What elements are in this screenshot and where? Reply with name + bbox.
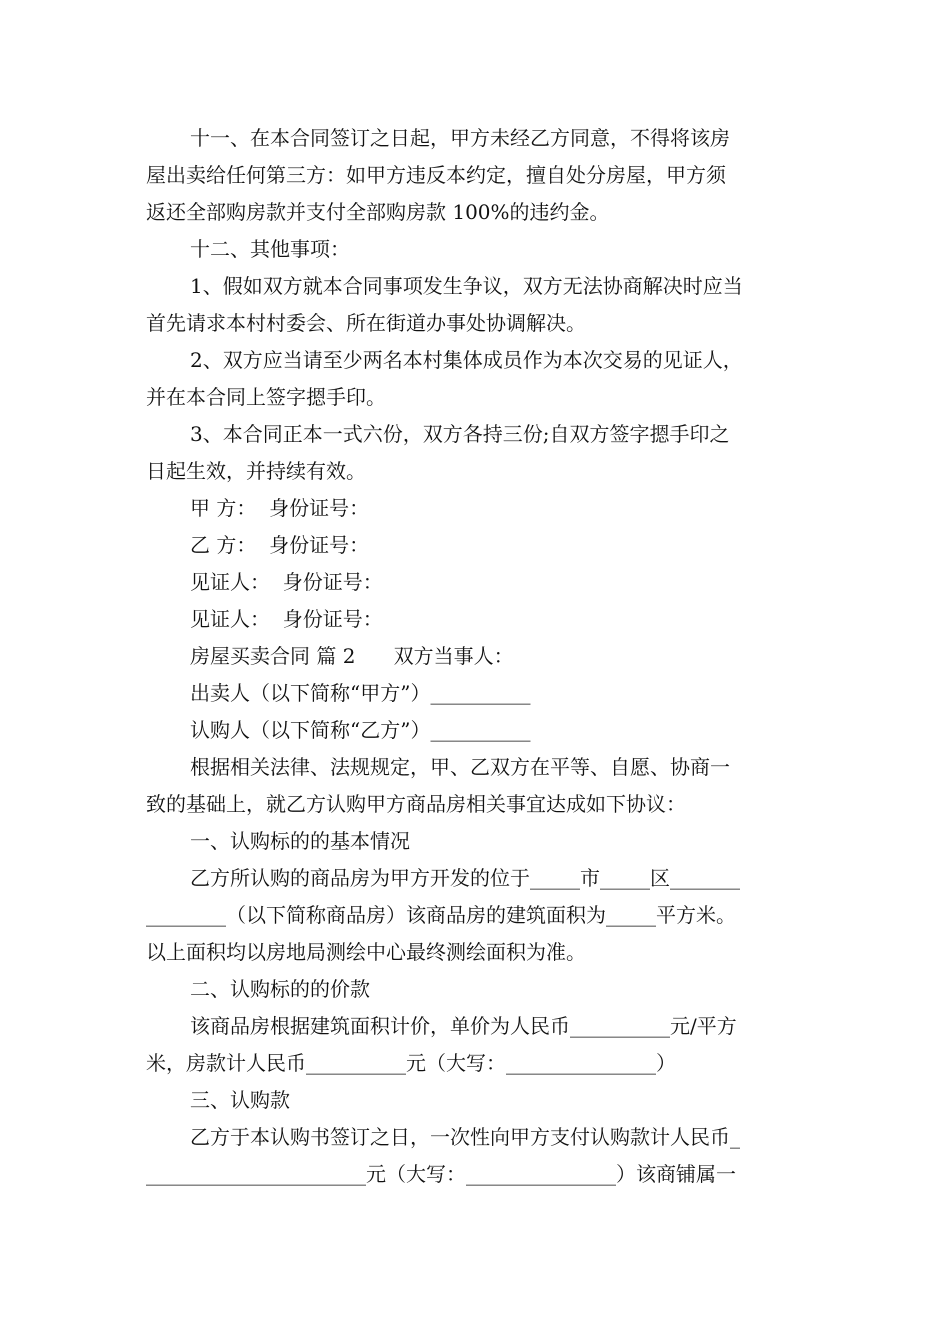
text-line: 2、双方应当请至少两名本村集体成员作为本次交易的见证人，	[190, 348, 743, 372]
text-line: 以上面积均以房地局测绘中心最终测绘面积为准。	[146, 940, 586, 964]
text-line: 十二、其他事项：	[190, 237, 350, 261]
text-line: 三、认购款	[190, 1088, 290, 1112]
text-line: 并在本合同上签字摁手印。	[146, 385, 386, 409]
text-line: 屋出卖给任何第三方：如甲方违反本约定，擅自处分房屋，甲方须	[146, 163, 726, 187]
text-line: 首先请求本村村委会、所在街道办事处协调解决。	[146, 311, 586, 335]
text-line: 认购人（以下简称“乙方”）__________	[190, 718, 531, 742]
text-line: 3、本合同正本一式六份，双方各持三份;自双方签字摁手印之	[190, 422, 730, 446]
text-line: 乙方于本认购书签订之日，一次性向甲方支付认购款计人民币_	[190, 1125, 740, 1149]
text-line: 甲 方： 身份证号：	[190, 496, 370, 520]
text-line: 该商品房根据建筑面积计价，单价为人民币__________元/平方	[190, 1014, 737, 1038]
text-line: 十一、在本合同签订之日起，甲方未经乙方同意，不得将该房	[190, 126, 730, 150]
text-line: 乙方所认购的商品房为甲方开发的位于_____市_____区_______	[190, 866, 740, 890]
text-line: 出卖人（以下简称“甲方”）__________	[190, 681, 531, 705]
text-line: 乙 方： 身份证号：	[190, 533, 370, 557]
text-line: 见证人： 身份证号：	[190, 570, 383, 594]
text-line: 1、假如双方就本合同事项发生争议，双方无法协商解决时应当	[190, 274, 743, 298]
text-line: 致的基础上，就乙方认购甲方商品房相关事宜达成如下协议：	[146, 792, 686, 816]
text-line: 二、认购标的的价款	[190, 977, 370, 1001]
text-line: 日起生效，并持续有效。	[146, 459, 366, 483]
text-line: 一、认购标的的基本情况	[190, 829, 410, 853]
text-line: 根据相关法律、法规规定，甲、乙双方在平等、自愿、协商一	[190, 755, 730, 779]
text-line: 见证人： 身份证号：	[190, 607, 383, 631]
body-lines	[146, 120, 810, 1193]
text-line: 房屋买卖合同 篇 2 双方当事人：	[190, 644, 514, 668]
text-line: ______________________元（大写：_______________）该商铺属一	[146, 1162, 736, 1186]
text-line: 米，房款计人民币__________元（大写：_______________）	[146, 1051, 676, 1075]
contract-body	[146, 120, 810, 1193]
text-line: ________（以下简称商品房）该商品房的建筑面积为_____平方米。	[146, 903, 736, 927]
text-line: 返还全部购房款并支付全部购房款 100%的违约金。	[146, 200, 610, 224]
